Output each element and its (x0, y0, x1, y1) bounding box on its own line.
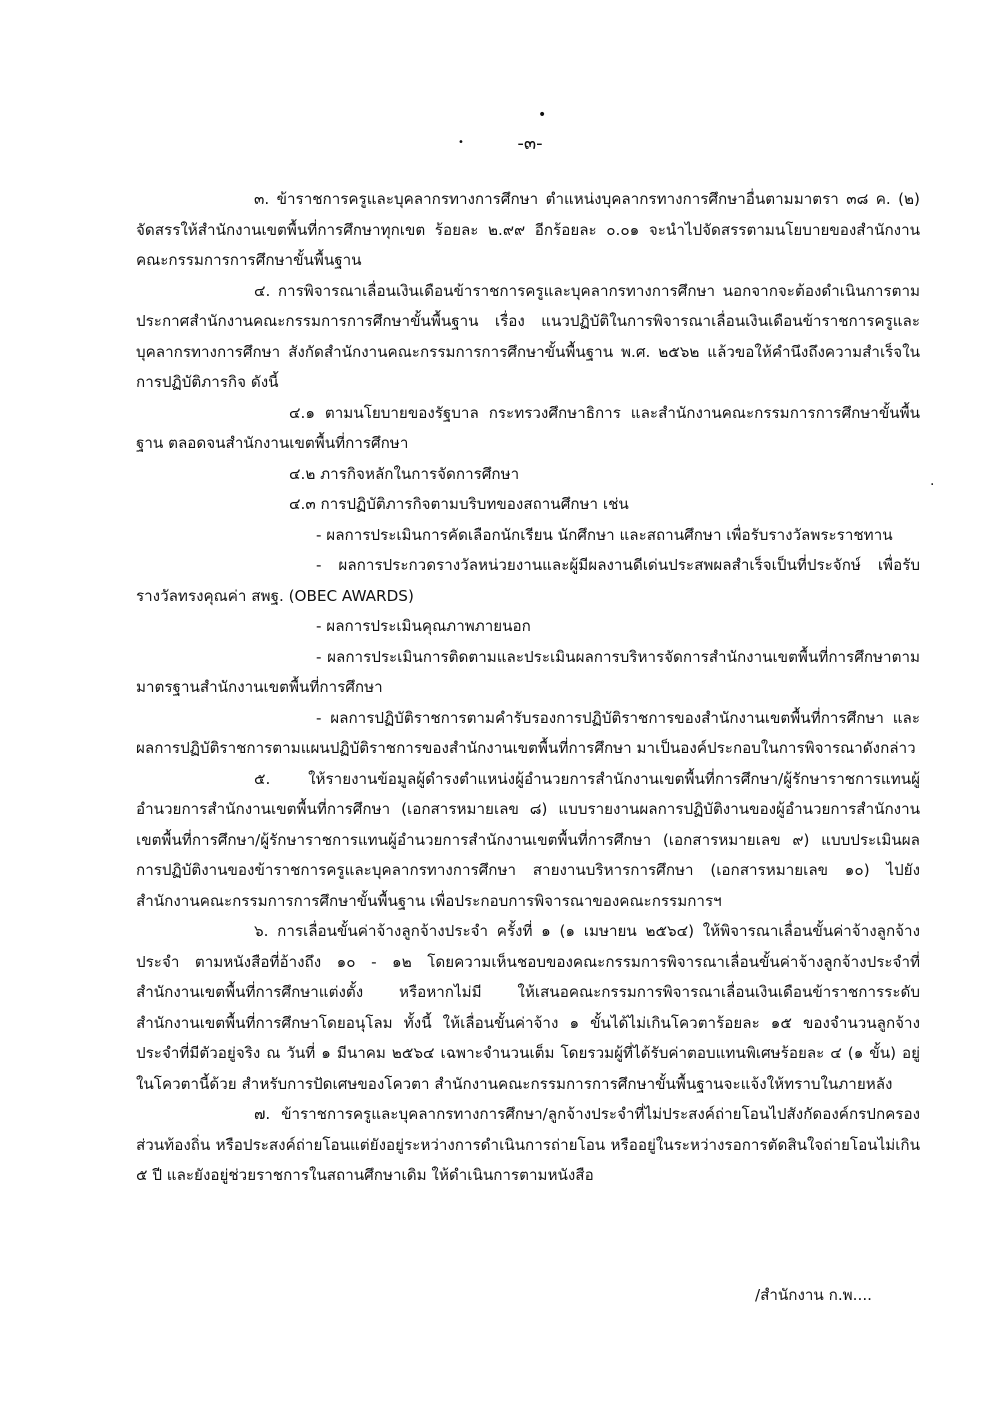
paragraph-4-3: ๔.๓ การปฏิบัติภารกิจตามบริบทของสถานศึกษา เช่น (289, 495, 629, 513)
paragraph-6: ๖. การเลื่อนขั้นค่าจ้างลูกจ้างประจำ ครั้งที่ ๑ (๑ เมษายน ๒๕๖๔) ให้พิจารณาเลื่อนขั้นค่าจ้างลูกจ้างประจำ ตามหนังสือที่อ้างถึง ๑๐ - ๑๒ โดยความเห็นชอบของคณะกรรมการพิจารณาเลื่อนขั้นค่าจ้างลูกจ้างประจำที่สำนักงานเขตพื้นที่การศึกษาแต่งตั้ง หรือหากไม่มี ให้เสนอคณะกรรมการพิจารณาเลื่อนเงินเดือนข้าราชการระดับสำนักงานเขตพื้นที่การศึกษาโดยอนุโลม ทั้งนี้ ให้เลื่อนขั้นค่าจ้าง ๑ ขั้นได้ไม่เกินโควตาร้อยละ ๑๕ ของจำนวนลูกจ้างประจำที่มีตัวอยู่จริง ณ วันที่ ๑ มีนาคม ๒๕๖๔ เฉพาะจำนวนเต็ม โดยรวมผู้ที่ได้รับค่าตอบแทนพิเศษร้อยละ ๔ (๑ ขั้น) อยู่ในโควตานี้ด้วย สำหรับการปัดเศษของโควตา สำนักงานคณะกรรมการการศึกษาขั้นพื้นฐานจะแจ้งให้ทราบในภายหลัง (136, 922, 920, 1093)
bullet-item: - ผลการประเมินการคัดเลือกนักเรียน นักศึกษา และสถานศึกษา เพื่อรับรางวัลพระราชทาน (316, 525, 893, 544)
page-number: -๓- (517, 133, 543, 154)
paragraph-5: ๕. ให้รายงานข้อมูลผู้ดำรงตำแหน่งผู้อำนวยการสำนักงานเขตพื้นที่การศึกษา/ผู้รักษาราชการแทนผู้อำนวยการสำนักงานเขตพื้นที่การศึกษา (เอกสารหมายเลข ๘) แบบรายงานผลการปฏิบัติงานของผู้อำนวยการสำนักงานเขตพื้นที่การศึกษา/ผู้รักษาราชการแทนผู้อำนวยการสำนักงานเขตพื้นที่การศึกษา (เอกสารหมายเลข ๙) แบบประเมินผลการปฏิบัติงานของข้าราชการครูและบุคลากรทางการศึกษา สายงานบริหารการศึกษา (เอกสารหมายเลข ๑๐) ไปยังสำนักงานคณะกรรมการการศึกษาขั้นพื้นฐาน เพื่อประกอบการพิจารณาของคณะกรรมการฯ (136, 769, 920, 910)
stray-mark: • (458, 137, 464, 148)
bullet-item: - ผลการประกวดรางวัลหน่วยงานและผู้มีผลงานดีเด่นประสพผลสำเร็จเป็นที่ประจักษ์ เพื่อรับรางวัลทรงคุณค่า สพฐ. (OBEC AWARDS) (136, 556, 920, 605)
document-body (136, 184, 920, 1191)
continuation-marker: /สำนักงาน ก.พ.... (755, 1286, 872, 1304)
paragraph-4: ๔. การพิจารณาเลื่อนเงินเดือนข้าราชการครูและบุคลากรทางการศึกษา นอกจากจะต้องดำเนินการตามประกาศสำนักงานคณะกรรมการการศึกษาขั้นพื้นฐาน เรื่อง แนวปฏิบัติในการพิจารณาเลื่อนเงินเดือนข้าราชการครูและบุคลากรทางการศึกษา สังกัดสำนักงานคณะกรรมการการศึกษาขั้นพื้นฐาน พ.ศ. ๒๕๖๒ แล้วขอให้คำนึงถึงความสำเร็จในการปฏิบัติภารกิจ ดังนี้ (136, 281, 920, 391)
stray-mark: . (930, 473, 935, 489)
bullet-item: - ผลการประเมินการติดตามและประเมินผลการบริหารจัดการสำนักงานเขตพื้นที่การศึกษาตามมาตรฐานสำนักงานเขตพื้นที่การศึกษา (136, 647, 920, 696)
bullet-item: - ผลการประเมินคุณภาพภายนอก (316, 617, 531, 635)
stray-mark: • (538, 107, 547, 123)
bullet-item: - ผลการปฏิบัติราชการตามคำรับรองการปฏิบัติราชการของสำนักงานเขตพื้นที่การศึกษา และผลการปฏิบัติราชการตามแผนปฏิบัติราชการของสำนักงานเขตพื้นที่การศึกษา มาเป็นองค์ประกอบในการพิจารณาดังกล่าว (136, 708, 920, 757)
paragraph-3: ๓. ข้าราชการครูและบุคลากรทางการศึกษา ตำแหน่งบุคลากรทางการศึกษาอื่นตามมาตรา ๓๘ ค. (๒) จัดสรรให้สำนักงานเขตพื้นที่การศึกษาทุกเขต ร้อยละ ๒.๙๙ อีกร้อยละ ๐.๐๑ จะนำไปจัดสรรตามนโยบายของสำนักงานคณะกรรมการการศึกษาขั้นพื้นฐาน (136, 190, 920, 269)
paragraph-7: ๗. ข้าราชการครูและบุคลากรทางการศึกษา/ลูกจ้างประจำที่ไม่ประสงค์ถ่ายโอนไปสังกัดองค์กรปกครองส่วนท้องถิ่น หรือประสงค์ถ่ายโอนแต่ยังอยู่ระหว่างการดำเนินการถ่ายโอน หรืออยู่ในระหว่างรอการตัดสินใจถ่ายโอนไม่เกิน ๕ ปี และยังอยู่ช่วยราชการในสถานศึกษาเดิม ให้ดำเนินการตามหนังสือ (136, 1105, 920, 1184)
paragraph-4-2: ๔.๒ ภารกิจหลักในการจัดการศึกษา (289, 464, 520, 483)
paragraph-4-1: ๔.๑ ตามนโยบายของรัฐบาล กระทรวงศึกษาธิการ และสำนักงานคณะกรรมการการศึกษาขั้นพื้นฐาน ตลอดจนสำนักงานเขตพื้นที่การศึกษา (136, 403, 920, 452)
